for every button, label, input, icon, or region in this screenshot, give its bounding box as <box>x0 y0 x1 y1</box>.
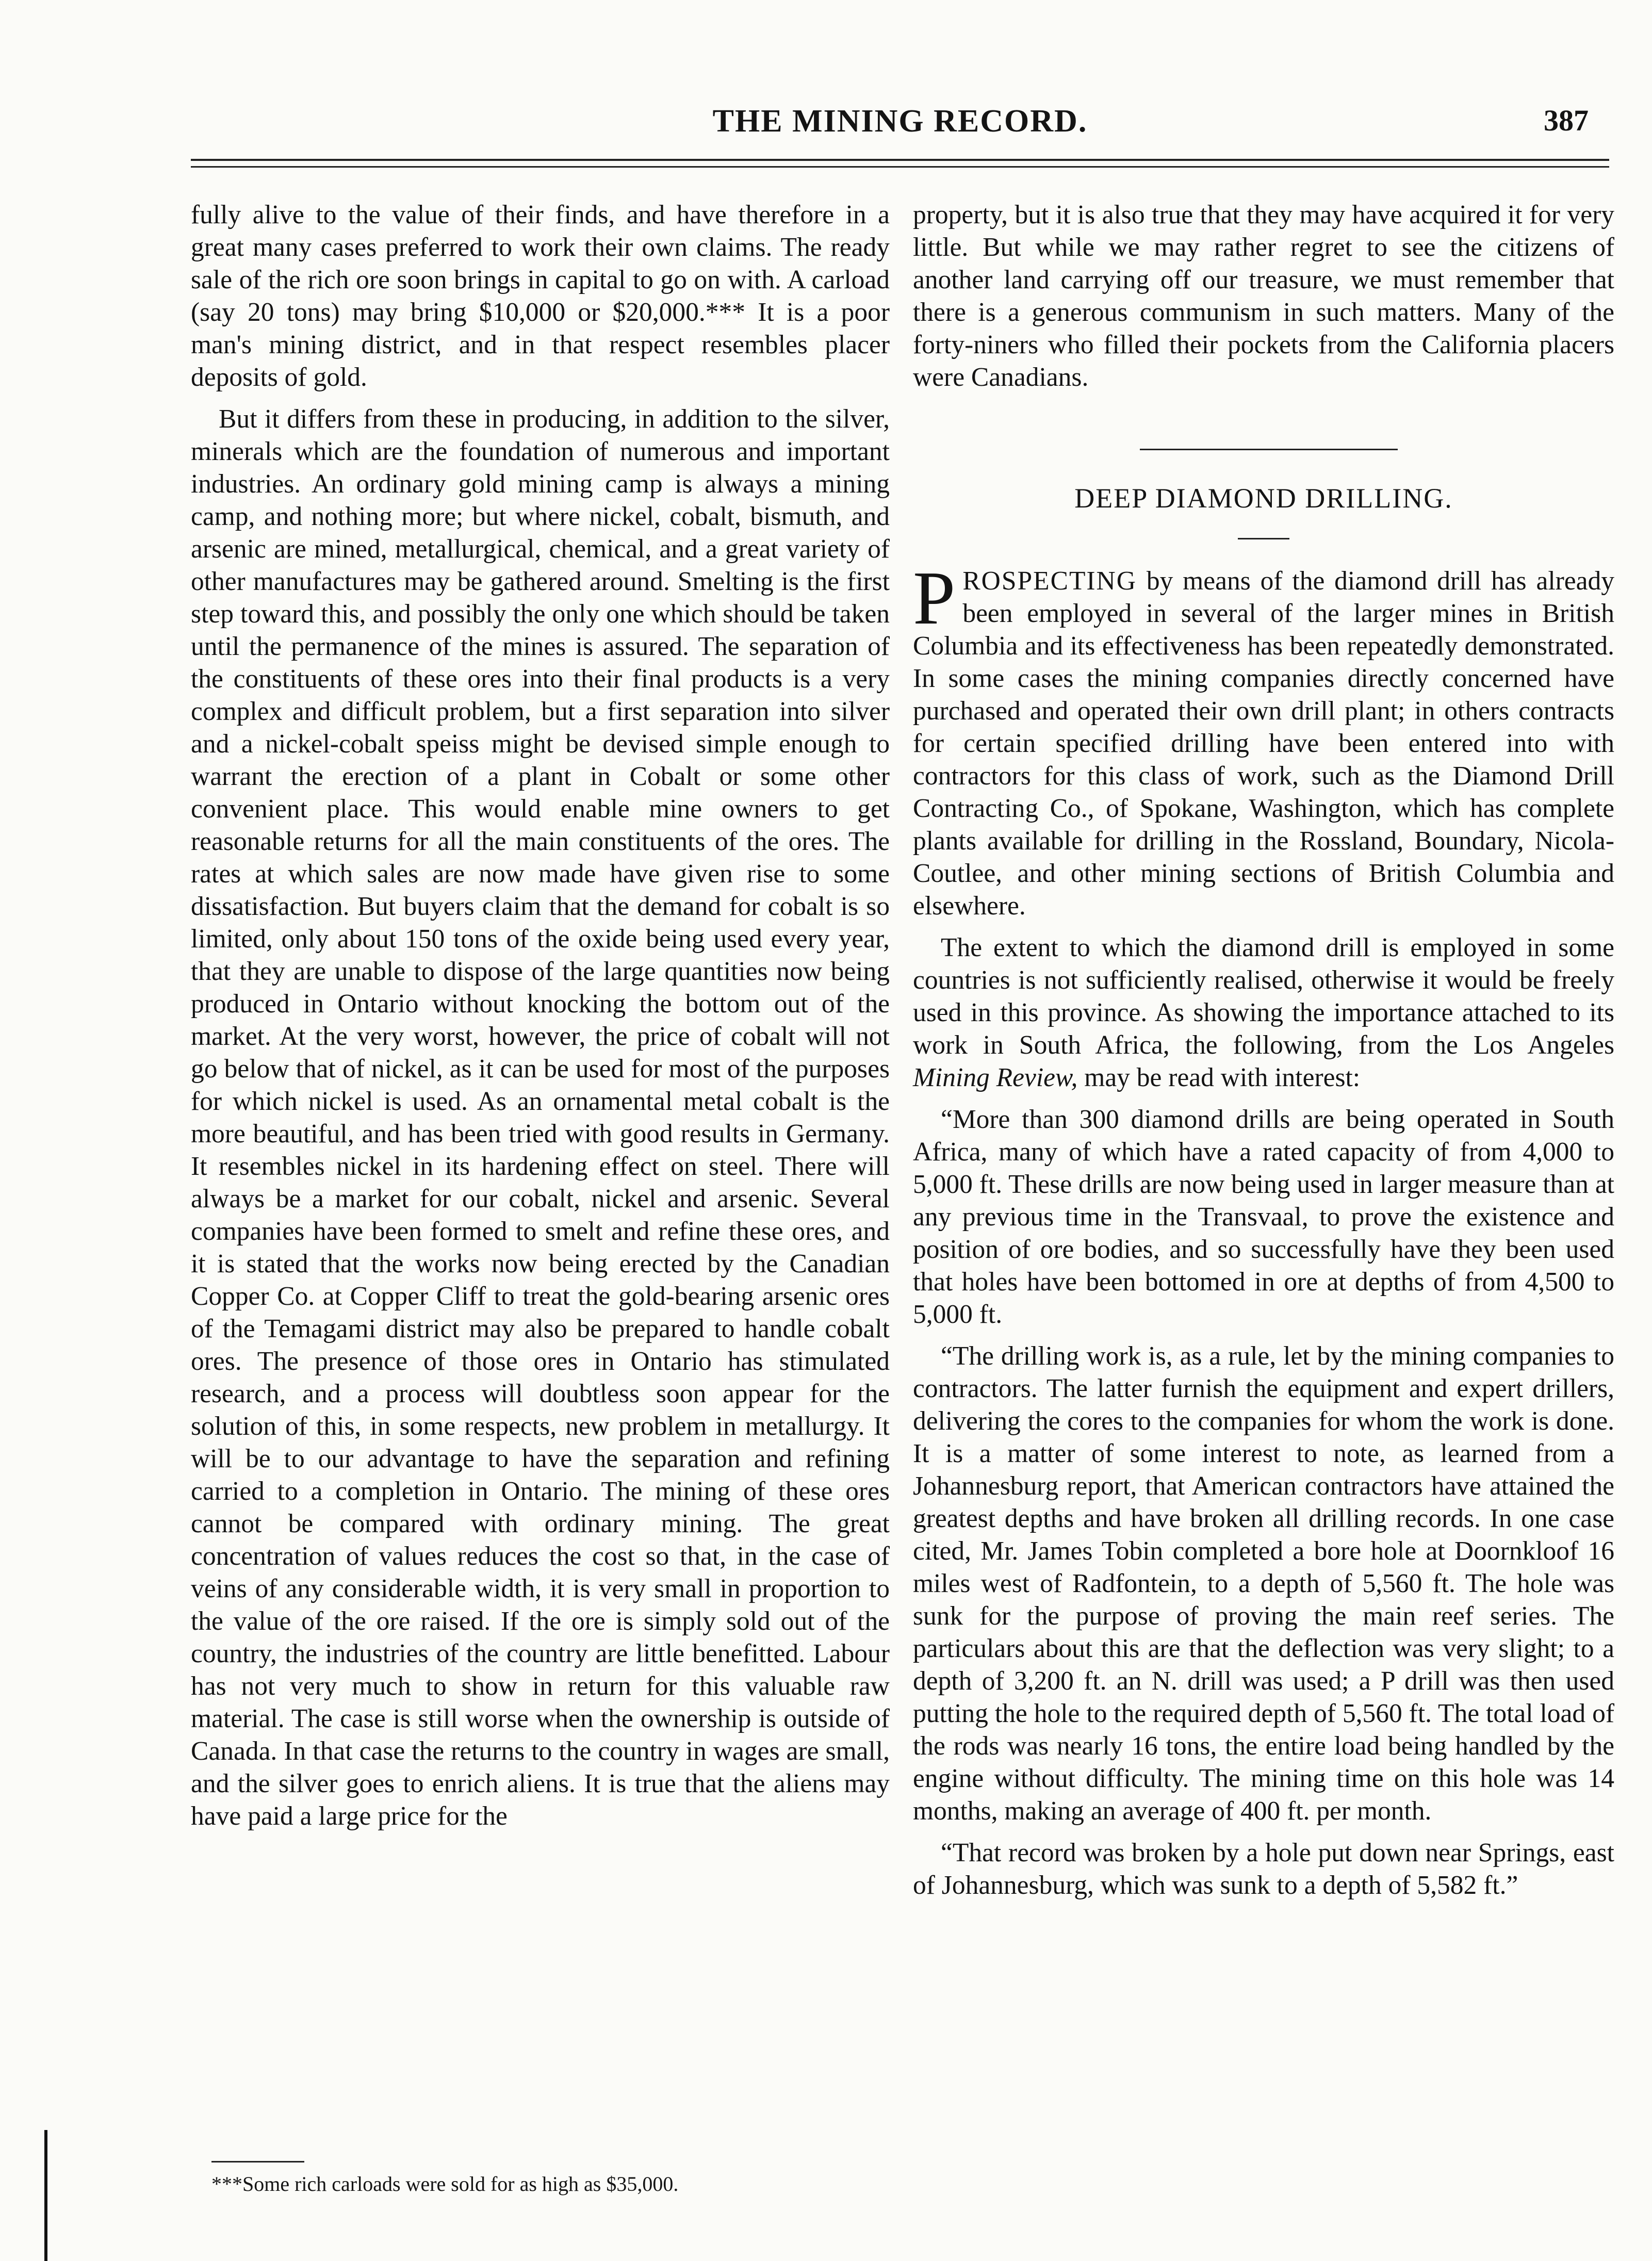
footnote-rule <box>211 2161 304 2162</box>
left-column <box>191 199 890 1842</box>
binding-edge-mark <box>44 2130 47 2261</box>
footnote: ***Some rich carloads were sold for as high as $35,000. <box>211 2172 679 2196</box>
page-number: 387 <box>1544 104 1589 137</box>
article-paragraph-2-before: The extent to which the diamond drill is employed in some countries is not sufficiently realised, otherwise it would be freely used in this province. As showing the importance attached to its work in South Africa, the following, from the Los Angeles <box>913 933 1614 1060</box>
article-paragraph-1 <box>913 556 1614 922</box>
section-heading: DEEP DIAMOND DRILLING. <box>1074 483 1453 514</box>
lead-caps: ROSPECTING <box>962 566 1137 596</box>
quote-paragraph-3: “That record was broken by a hole put down near Springs, east of Johannesburg, which was sunk to a depth of 5,582 ft.” <box>913 1838 1614 1900</box>
article-separator-rule <box>1140 449 1398 450</box>
left-paragraph-2: But it differs from these in producing, in addition to the silver, minerals which are the foundation of numerous and important industries. An ordinary gold mining camp is always a mining camp, and nothing more; but where nickel, cobalt, bismuth, and arsenic are mined, metallurgical, chemical, and a great variety of other manufactures may be gathered around. Smelting is the first step toward this, and possibly the only one which should be taken until the permanence of the mines is assured. The separation of the constituents of these ores into their final products is a very complex and difficult problem, but a first separation into silver and a nickel-cobalt speiss might be devised simple enough to warrant the erection of a plant in Cobalt or some other convenient place. This would enable mine owners to get reasonable returns for all the main constituents of the ores. The rates at which sales are now made have given rise to some dissatisfaction. But buyers claim that the demand for cobalt is so limited, only about 150 tons of the oxide being used every year, that they are unable to dispose of the large quantities now being produced in Ontario without knocking the bottom out of the market. At the very worst, however, the price of cobalt will not go below that of nickel, as it can be used for most of the purposes for which nickel is used. As an ornamental metal cobalt is the more beautiful, and has been tried with good results in Germany. It resembles nickel in its hardening effect on steel. There will always be a market for our cobalt, nickel and arsenic. Several companies have been formed to smelt and refine these ores, and it is stated that the works now being erected by the Canadian Copper Co. at Copper Cliff to treat the gold-bearing arsenic ores of the Temagami district may also be prepared to handle cobalt ores. The presence of those ores in Ontario has stimulated research, and a process will doubtless soon appear for the solution of this, in some respects, new problem in metallurgy. It will be to our advantage to have the separation and refining carried to a completion in Ontario. The mining of these ores cannot be compared with ordinary mining. The great concentration of values reduces the cost so that, in the case of veins of any considerable width, it is very small in proportion to the value of the ore raised. If the ore is simply sold out of the country, the industries of the country are little benefitted. Labour has not very much to show in return for this valuable raw material. The case is still worse when the ownership is outside of Canada. In that case the returns to the country in wages are small, and the silver goes to enrich aliens. It is true that the aliens may have paid a large price for the <box>191 404 890 1831</box>
article-body <box>913 556 1614 1911</box>
quote-paragraph-2: “The drilling work is, as a rule, let by the mining companies to contractors. The latter furnish the equipment and expert drillers, delivering the cores to the companies for whom the work is done. It is a matter of some interest to note, as learned from a Johannesburg report, that American contractors have attained the greatest depths and have broken all drilling records. In one case cited, Mr. James Tobin completed a bore hole at Doornkloof 16 miles west of Radfontein, to a depth of 5,560 ft. The hole was sunk for the purpose of proving the main reef series. The particulars about this are that the deflection was very slight; to a depth of 3,200 ft. an N. drill was used; a P drill was then used putting the hole to the required depth of 5,560 ft. The total load of the rods was nearly 16 tons, the entire load being handled by the engine without difficulty. The mining time on this hole was 14 months, making an average of 400 ft. per month. <box>913 1341 1614 1826</box>
article-paragraph-2 <box>913 931 1614 1094</box>
page-header <box>191 103 1609 150</box>
header-rule-top <box>191 159 1609 161</box>
right-continuation-paragraph: property, but it is also true that they may have acquired it for very little. But while we may rather regret to see the citizens of another land carrying off our treasure, we must remember that there is a generous communism in such matters. Many of the forty-niners who filled their pockets from the California placers were Canadians. <box>913 200 1614 392</box>
heading-underline-rule <box>1238 538 1289 539</box>
running-title: THE MINING RECORD. <box>712 104 1088 139</box>
right-column-continuation <box>913 199 1614 403</box>
quote-paragraph-1: “More than 300 diamond drills are being operated in South Africa, many of which have a rated capacity of from 4,000 to 5,000 ft. These drills are now being used in larger measure than at any previous time in the Transvaal, to prove the existence and position of ore bodies, and so successfully have they been used that holes have been bottomed in ore at depths of from 4,500 to 5,000 ft. <box>913 1105 1614 1329</box>
left-paragraph-1: fully alive to the value of their finds, and have therefore in a great many cases preferred to work their own claims. The ready sale of the rich ore soon brings in capital to go on with. A carload (say 20 tons) may bring $10,000 or $20,000.*** It is a poor man's mining district, and in that respect resembles placer deposits of gold. <box>191 200 890 392</box>
article-paragraph-2-after: may be read with interest: <box>1077 1063 1361 1092</box>
publication-name: Mining Review, <box>913 1063 1078 1092</box>
header-rule-bottom <box>191 166 1609 168</box>
drop-cap: P <box>913 556 956 641</box>
article-paragraph-1-text: by means of the diamond drill has already been employed in several of the larger mines in British Columbia and its effectiveness has been repeatedly demonstrated. In some cases the mining companies directly concerned have purchased and operated their own drill plant; in others contracts for certain specified drilling have been entered into with contractors for this class of work, such as the Diamond Drill Contracting Co., of Spokane, Washington, which has complete plants available for drilling in the Rossland, Boundary, Nicola-Coutlee, and other mining sections of British Columbia and elsewhere. <box>913 566 1614 921</box>
